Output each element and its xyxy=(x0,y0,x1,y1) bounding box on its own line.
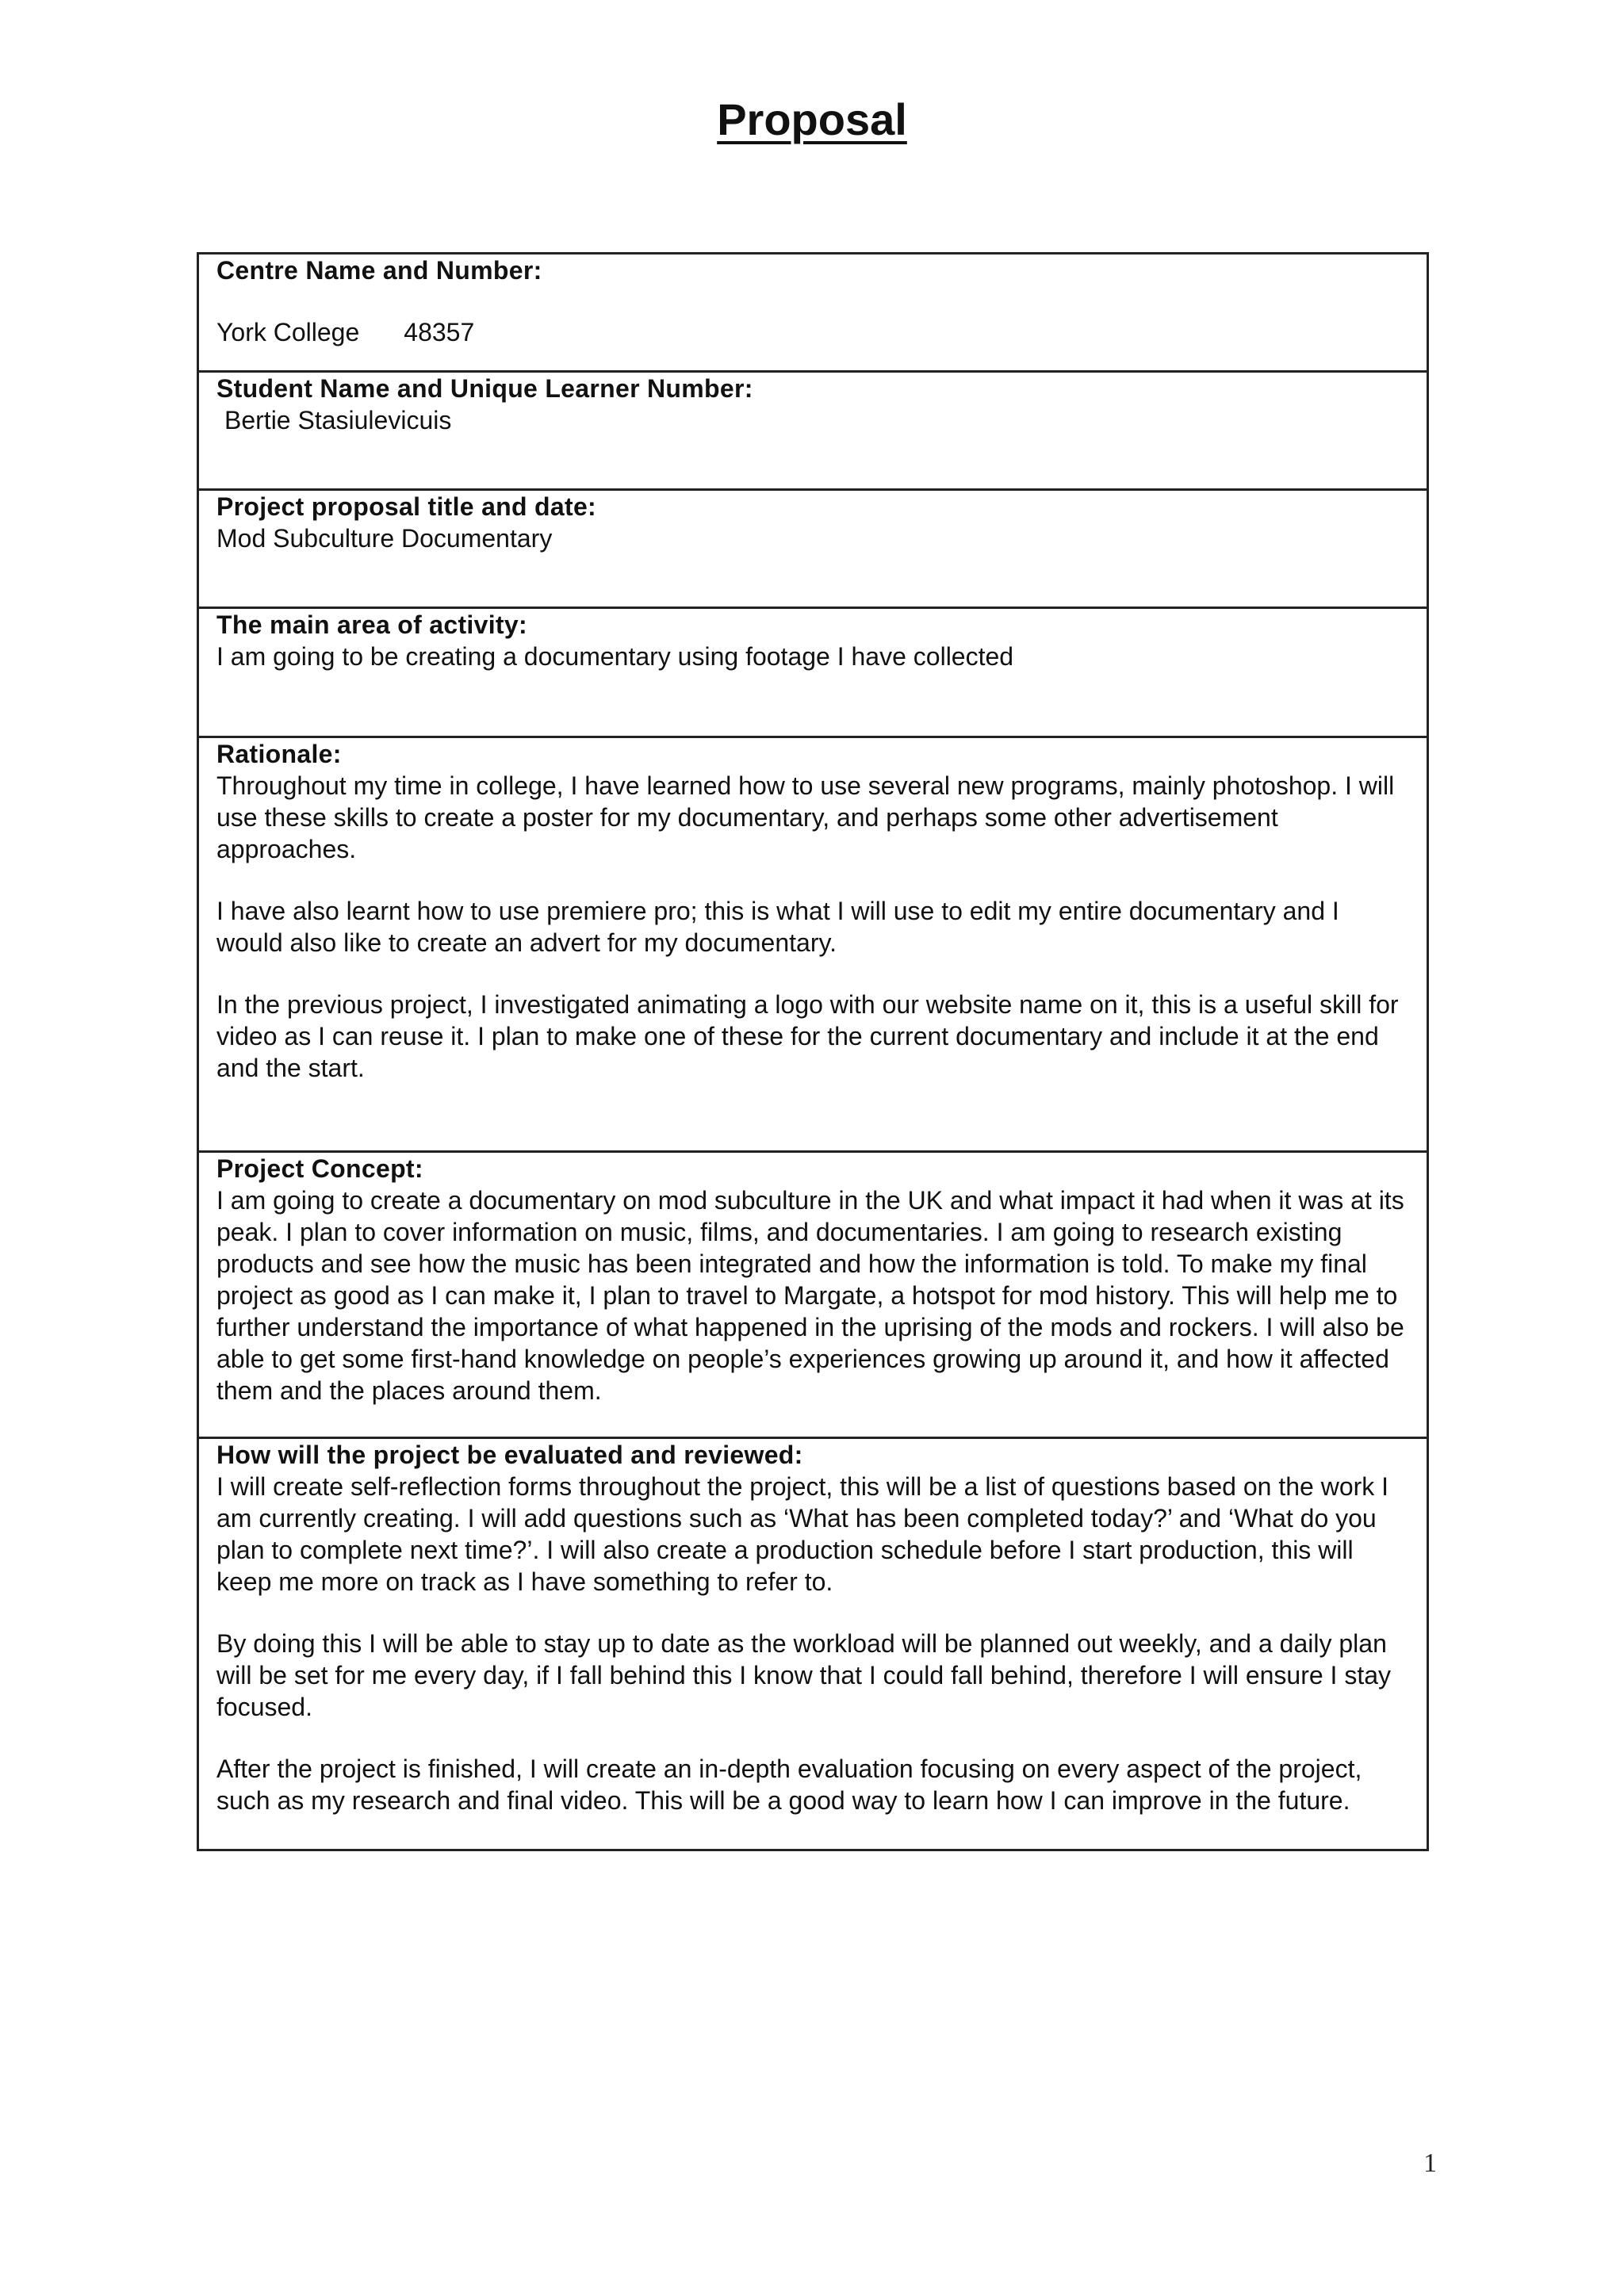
evaluation-paragraph: After the project is finished, I will create an in-depth evaluation focusing on every aspect of the project, such as my research and final video. This will be a good way to learn how I can improve in the future. xyxy=(216,1755,1362,1815)
rationale-row xyxy=(199,738,1427,1153)
rationale-paragraph: Throughout my time in college, I have learned how to use several new programs, mainly photoshop. I will use these skills to create a poster for my documentary, and perhaps some other advertisement approaches. xyxy=(216,771,1395,863)
activity-value: I am going to be creating a documentary using footage I have collected xyxy=(216,642,1014,671)
activity-row xyxy=(199,609,1427,738)
student-label: Student Name and Unique Learner Number: xyxy=(216,374,753,403)
project-title-row xyxy=(199,491,1427,609)
page-number: 1 xyxy=(1423,2149,1437,2178)
concept-label: Project Concept: xyxy=(216,1154,423,1183)
page-title: Proposal xyxy=(717,94,907,144)
centre-name: York College xyxy=(216,318,360,346)
evaluation-label: How will the project be evaluated and reviewed: xyxy=(216,1441,803,1469)
project-title-label: Project proposal title and date: xyxy=(216,492,597,521)
evaluation-paragraph: By doing this I will be able to stay up to date as the workload will be planned out weekly, and a daily plan will be set for me every day, if I fall behind this I know that I could fall behind, therefore I will ensure I stay focused. xyxy=(216,1629,1392,1721)
rationale-label: Rationale: xyxy=(216,740,342,768)
evaluation-paragraph: I will create self-reflection forms throughout the project, this will be a list of questions based on the work I am currently creating. I will add questions such as ‘What has been completed today?’ and ‘What do you plan to complete next time?’. I will also create a production schedule before I start production, this will keep me more on track as I have something to refer to. xyxy=(216,1472,1389,1596)
project-title-value: Mod Subculture Documentary xyxy=(216,524,553,553)
evaluation-row xyxy=(199,1439,1427,1851)
rationale-paragraph: I have also learnt how to use premiere pro; this is what I will use to edit my entire documentary and I would also like to create an advert for my documentary. xyxy=(216,897,1339,957)
activity-label: The main area of activity: xyxy=(216,610,527,639)
student-row xyxy=(199,373,1427,491)
concept-paragraph: I am going to create a documentary on mod subculture in the UK and what impact it had when it was at its peak. I plan to cover information on music, films, and documentaries. I am going to research existing products and see how the music has been integrated and how the information is told. To make my final project as good as I can make it, I plan to travel to Margate, a hotspot for mod history. This will help me to further understand the importance of what happened in the uprising of the mods and rockers. I will also be able to get some first-hand knowledge on people’s experiences growing up around it, and how it affected them and the places around them. xyxy=(216,1186,1404,1405)
student-value: Bertie Stasiulevicuis xyxy=(224,406,452,434)
concept-row xyxy=(199,1153,1427,1439)
centre-row xyxy=(199,254,1427,373)
centre-label: Centre Name and Number: xyxy=(216,256,542,285)
rationale-paragraph: In the previous project, I investigated animating a logo with our website name on it, this is a useful skill for video as I can reuse it. I plan to make one of these for the current documentary and include it at the end and the start. xyxy=(216,990,1399,1082)
centre-value xyxy=(216,316,1409,348)
proposal-form-table xyxy=(197,252,1429,1851)
centre-number: 48357 xyxy=(404,318,475,346)
